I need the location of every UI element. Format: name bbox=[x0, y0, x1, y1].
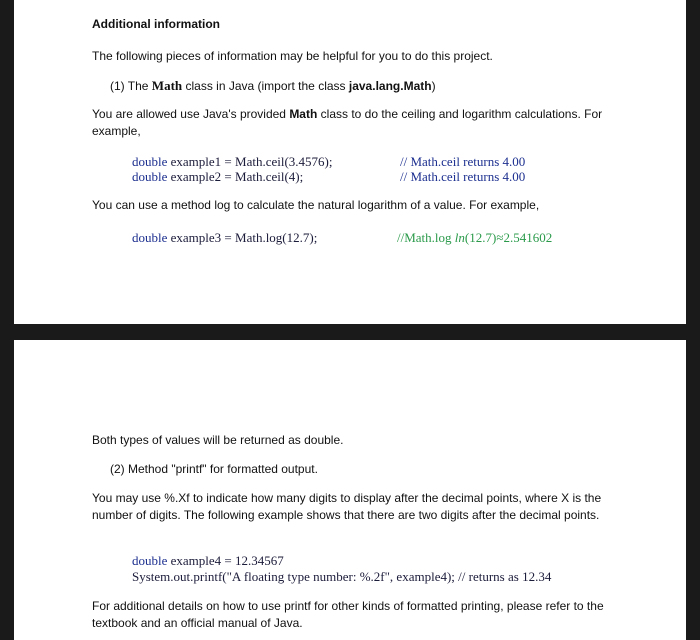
log-text: You can use a method log to calculate the natural logarithm of a value. For example, bbox=[92, 198, 540, 212]
code-line-example4: double example4 = 12.34567 bbox=[132, 553, 284, 568]
may-use-text: You may use %.Xf to indicate how many digits to display after the decimal points, where X is the number of digits. The following example shows that there are two digits after the decimal points. bbox=[92, 491, 602, 522]
allowed-math-text: You are allowed use Java's provided Math class to do the ceiling and logarithm calculations. For example, bbox=[92, 107, 603, 138]
intro-text: The following pieces of information may be helpful for you to do this project. bbox=[92, 49, 493, 63]
additional-details-text: For additional details on how to use printf for other kinds of formatted printing, please refer to the textbook and an official manual of Java. bbox=[92, 599, 604, 630]
code-line-printf: System.out.printf("A floating type number: %.2f", example4); // returns as 12.34 bbox=[132, 569, 552, 584]
code-comment-example2: // Math.ceil returns 4.00 bbox=[400, 169, 526, 184]
item-2-printf: (2) Method "printf" for formatted output. bbox=[110, 462, 318, 476]
code-line-example1: double example1 = Math.ceil(3.4576); bbox=[132, 154, 333, 169]
both-types-text: Both types of values will be returned as double. bbox=[92, 433, 344, 447]
code-line-example3: double example3 = Math.log(12.7); bbox=[132, 230, 318, 245]
section-heading: Additional information bbox=[92, 17, 220, 31]
code-comment-example1: // Math.ceil returns 4.00 bbox=[400, 154, 526, 169]
code-line-example2: double example2 = Math.ceil(4); bbox=[132, 169, 304, 184]
document-page-2 bbox=[14, 340, 686, 640]
document-page-1 bbox=[14, 0, 686, 324]
item-1-math-class: (1) The Math class in Java (import the class java.lang.Math) bbox=[110, 78, 436, 93]
code-comment-example3: //Math.log ln(12.7)≈2.541602 bbox=[397, 230, 553, 245]
